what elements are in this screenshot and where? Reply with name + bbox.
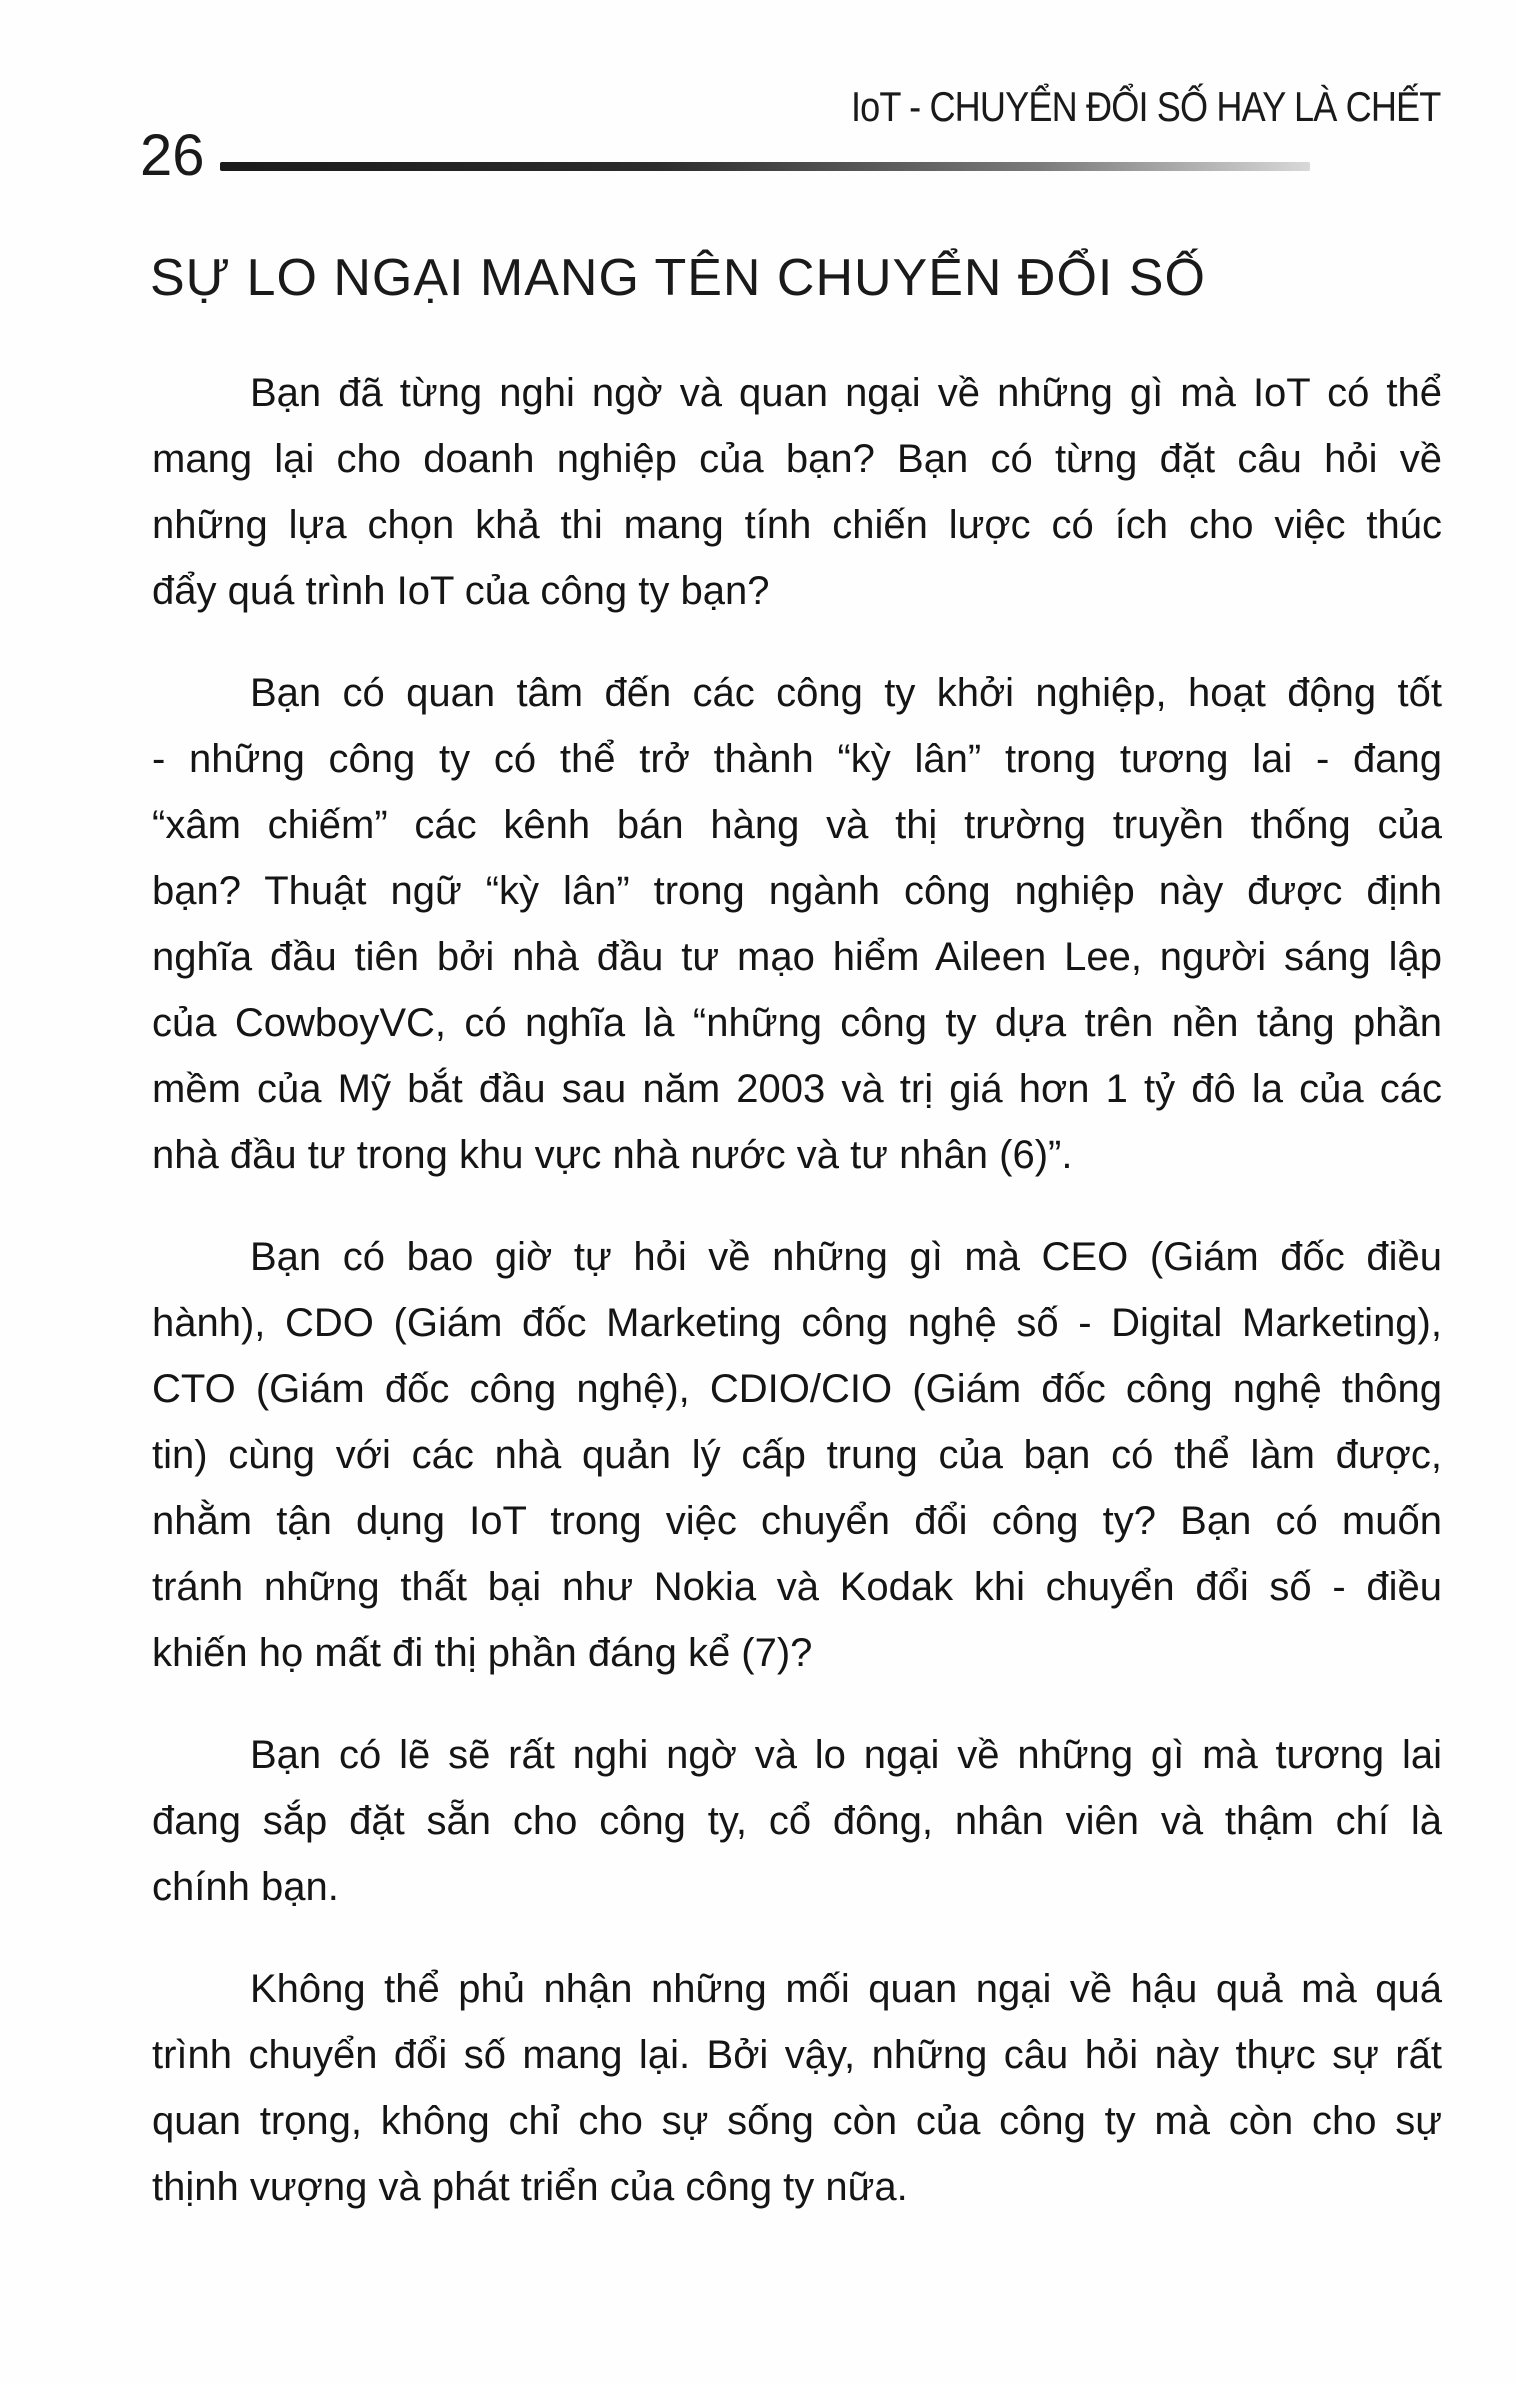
running-header [140, 82, 1440, 192]
paragraph-2 [152, 660, 1442, 1188]
body-text [152, 360, 1442, 2256]
text-line: chính bạn. [152, 1865, 339, 1909]
page-number: 26 [140, 123, 205, 188]
text-line: đang sắp đặt sẵn cho công ty, cổ đông, nhân viên và thậm chí là [152, 1799, 1442, 1843]
text-line: Bạn có lẽ sẽ rất nghi ngờ và lo ngại về những gì mà tương lai [250, 1733, 1442, 1777]
text-line: tin) cùng với các nhà quản lý cấp trung của bạn có thể làm được, [152, 1433, 1442, 1477]
text-line: thịnh vượng và phát triển của công ty nữa. [152, 2165, 908, 2209]
text-line: quan trọng, không chỉ cho sự sống còn của công ty mà còn cho sự [152, 2099, 1442, 2143]
text-line: nghĩa đầu tiên bởi nhà đầu tư mạo hiểm Aileen Lee, người sáng lập [152, 935, 1442, 979]
paragraph-3 [152, 1224, 1442, 1686]
text-line: - những công ty có thể trở thành “kỳ lân” trong tương lai - đang [152, 737, 1442, 781]
text-line: Bạn có bao giờ tự hỏi về những gì mà CEO (Giám đốc điều [250, 1235, 1442, 1279]
book-title: IoT - CHUYỂN ĐỔI SỐ HAY LÀ CHẾT [850, 83, 1440, 130]
text-line: khiến họ mất đi thị phần đáng kể (7)? [152, 1631, 813, 1675]
text-line: nhà đầu tư trong khu vực nhà nước và tư nhân (6)”. [152, 1133, 1073, 1177]
text-line: của CowboyVC, có nghĩa là “những công ty dựa trên nền tảng phần [152, 1001, 1442, 1045]
header-rule [220, 162, 1310, 171]
text-line: mềm của Mỹ bắt đầu sau năm 2003 và trị giá hơn 1 tỷ đô la của các [152, 1067, 1442, 1111]
text-line: CTO (Giám đốc công nghệ), CDIO/CIO (Giám đốc công nghệ thông [152, 1367, 1442, 1411]
text-line: mang lại cho doanh nghiệp của bạn? Bạn có từng đặt câu hỏi về [152, 437, 1442, 481]
text-line: hành), CDO (Giám đốc Marketing công nghệ số - Digital Marketing), [152, 1301, 1442, 1345]
paragraph-5 [152, 1956, 1442, 2220]
text-line: bạn? Thuật ngữ “kỳ lân” trong ngành công nghiệp này được định [152, 869, 1442, 913]
text-line: những lựa chọn khả thi mang tính chiến lược có ích cho việc thúc [152, 503, 1442, 547]
text-line: Không thể phủ nhận những mối quan ngại về hậu quả mà quá [250, 1967, 1442, 2011]
text-line: đẩy quá trình IoT của công ty bạn? [152, 569, 770, 613]
text-line: Bạn có quan tâm đến các công ty khởi nghiệp, hoạt động tốt [250, 671, 1442, 715]
text-line: tránh những thất bại như Nokia và Kodak khi chuyển đổi số - điều [152, 1565, 1442, 1609]
text-line: nhằm tận dụng IoT trong việc chuyển đổi công ty? Bạn có muốn [152, 1499, 1442, 1543]
text-line: “xâm chiếm” các kênh bán hàng và thị trường truyền thống của [152, 803, 1442, 847]
paragraph-4 [152, 1722, 1442, 1920]
paragraph-1 [152, 360, 1442, 624]
text-line: Bạn đã từng nghi ngờ và quan ngại về những gì mà IoT có thể [250, 371, 1442, 415]
section-title: SỰ LO NGẠI MANG TÊN CHUYỂN ĐỔI SỐ [150, 249, 1206, 307]
text-line: trình chuyển đổi số mang lại. Bởi vậy, những câu hỏi này thực sự rất [152, 2033, 1442, 2077]
